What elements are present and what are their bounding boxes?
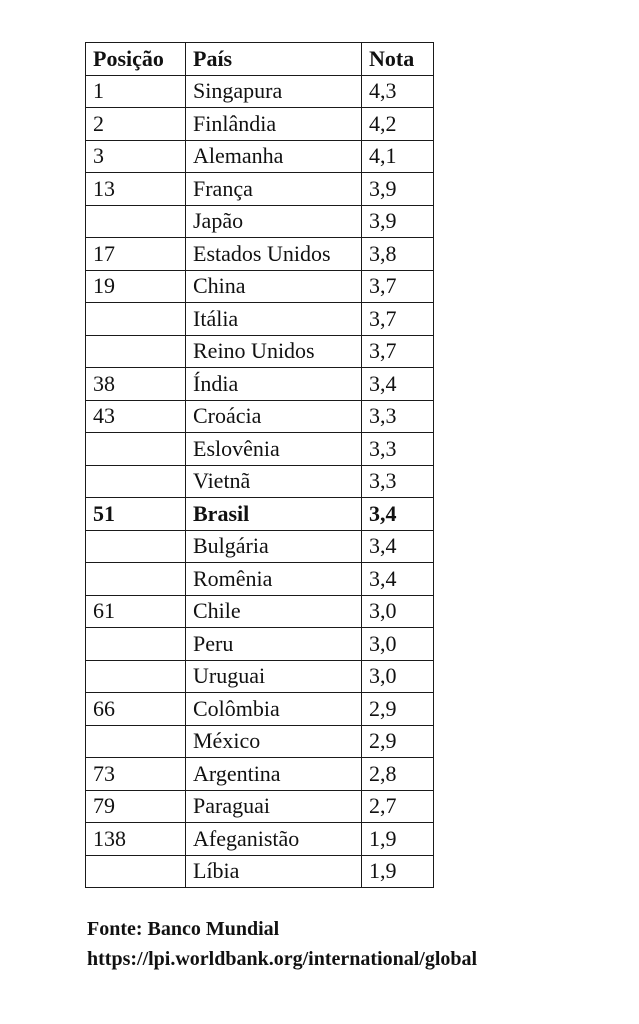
cell-country: Vietnã	[186, 465, 362, 498]
header-position: Posição	[86, 43, 186, 76]
cell-country: Finlândia	[186, 108, 362, 141]
cell-score: 2,7	[362, 790, 434, 823]
table-row	[86, 823, 434, 856]
table-row	[86, 108, 434, 141]
table-row	[86, 498, 434, 531]
cell-position: 2	[86, 108, 186, 141]
cell-country: Uruguai	[186, 660, 362, 693]
cell-score: 4,1	[362, 140, 434, 173]
cell-country: Chile	[186, 595, 362, 628]
header-score: Nota	[362, 43, 434, 76]
cell-country: Estados Unidos	[186, 238, 362, 271]
cell-country: Paraguai	[186, 790, 362, 823]
cell-position	[86, 725, 186, 758]
cell-score: 1,9	[362, 823, 434, 856]
table-row	[86, 595, 434, 628]
source-note	[87, 914, 477, 974]
cell-position	[86, 335, 186, 368]
cell-score: 3,9	[362, 173, 434, 206]
table-row	[86, 335, 434, 368]
cell-position: 61	[86, 595, 186, 628]
table-row	[86, 75, 434, 108]
cell-score: 4,3	[362, 75, 434, 108]
header-country: País	[186, 43, 362, 76]
table-row	[86, 465, 434, 498]
cell-position: 3	[86, 140, 186, 173]
cell-country: Peru	[186, 628, 362, 661]
table-body	[86, 75, 434, 888]
cell-position: 1	[86, 75, 186, 108]
cell-position: 73	[86, 758, 186, 791]
cell-position: 66	[86, 693, 186, 726]
cell-position	[86, 205, 186, 238]
table-row	[86, 530, 434, 563]
cell-country: China	[186, 270, 362, 303]
cell-country: Líbia	[186, 855, 362, 888]
cell-score: 3,4	[362, 563, 434, 596]
cell-score: 3,3	[362, 433, 434, 466]
cell-country: Japão	[186, 205, 362, 238]
table-row	[86, 205, 434, 238]
source-label: Fonte: Banco Mundial	[87, 918, 280, 940]
table-row	[86, 855, 434, 888]
cell-position	[86, 628, 186, 661]
cell-position: 79	[86, 790, 186, 823]
table-row	[86, 238, 434, 271]
cell-score: 3,4	[362, 368, 434, 401]
table-row	[86, 140, 434, 173]
table-row	[86, 725, 434, 758]
cell-position: 138	[86, 823, 186, 856]
table-row	[86, 693, 434, 726]
cell-position	[86, 563, 186, 596]
cell-position: 38	[86, 368, 186, 401]
cell-score: 3,7	[362, 270, 434, 303]
cell-score: 2,9	[362, 725, 434, 758]
table-row	[86, 400, 434, 433]
cell-country: Afeganistão	[186, 823, 362, 856]
cell-score: 3,4	[362, 498, 434, 531]
cell-score: 2,9	[362, 693, 434, 726]
cell-position: 43	[86, 400, 186, 433]
cell-country: México	[186, 725, 362, 758]
cell-country: Croácia	[186, 400, 362, 433]
cell-score: 3,0	[362, 660, 434, 693]
cell-position	[86, 303, 186, 336]
cell-score: 3,3	[362, 400, 434, 433]
cell-country: Índia	[186, 368, 362, 401]
cell-country: Reino Unidos	[186, 335, 362, 368]
cell-score: 3,8	[362, 238, 434, 271]
cell-position	[86, 855, 186, 888]
cell-country: Argentina	[186, 758, 362, 791]
table-row	[86, 173, 434, 206]
cell-country: Eslovênia	[186, 433, 362, 466]
cell-position	[86, 660, 186, 693]
cell-country: Romênia	[186, 563, 362, 596]
header-row	[86, 43, 434, 76]
cell-position: 51	[86, 498, 186, 531]
cell-score: 4,2	[362, 108, 434, 141]
cell-score: 3,3	[362, 465, 434, 498]
table-row	[86, 368, 434, 401]
cell-country: Brasil	[186, 498, 362, 531]
ranking-table	[85, 42, 434, 888]
table-row	[86, 758, 434, 791]
cell-country: Alemanha	[186, 140, 362, 173]
table-header	[86, 43, 434, 76]
table-row	[86, 790, 434, 823]
cell-score: 1,9	[362, 855, 434, 888]
cell-position	[86, 530, 186, 563]
cell-country: Colômbia	[186, 693, 362, 726]
cell-score: 3,0	[362, 595, 434, 628]
table-row	[86, 660, 434, 693]
cell-score: 3,4	[362, 530, 434, 563]
cell-score: 2,8	[362, 758, 434, 791]
cell-score: 3,0	[362, 628, 434, 661]
cell-score: 3,7	[362, 335, 434, 368]
cell-position	[86, 465, 186, 498]
cell-country: Bulgária	[186, 530, 362, 563]
cell-position: 13	[86, 173, 186, 206]
cell-position: 17	[86, 238, 186, 271]
table-row	[86, 628, 434, 661]
cell-position: 19	[86, 270, 186, 303]
cell-position	[86, 433, 186, 466]
cell-score: 3,7	[362, 303, 434, 336]
source-url: https://lpi.worldbank.org/international/global	[87, 948, 478, 970]
cell-country: Singapura	[186, 75, 362, 108]
cell-country: Itália	[186, 303, 362, 336]
cell-score: 3,9	[362, 205, 434, 238]
cell-country: França	[186, 173, 362, 206]
table-row	[86, 303, 434, 336]
table-row	[86, 270, 434, 303]
table-row	[86, 563, 434, 596]
table-row	[86, 433, 434, 466]
